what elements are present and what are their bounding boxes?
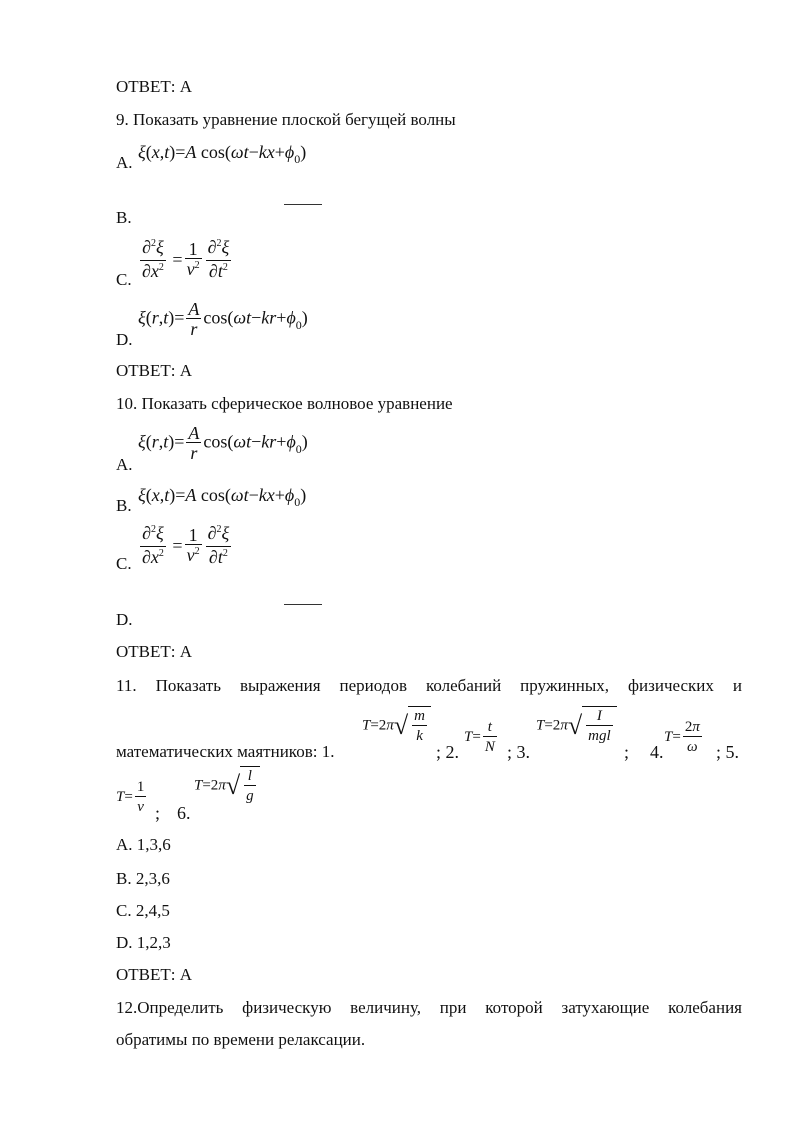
q11-option-b: B. 2,3,6	[116, 869, 170, 888]
q11-question-line2: математических маятников: 1.	[116, 742, 335, 761]
q11-question-line1: 11. Показать выражения периодов колебаний пружинных, физических и	[116, 676, 742, 695]
q12-question-line1: 12.Определить физическую величину, при которой затухающие колебания	[116, 998, 742, 1017]
q11-formula-5: T= $\frac{1}{v}$	[116, 779, 145, 815]
q10-option-b-formula: ξ(x,t)=A $\cos(\omega t-kx+\phi_0)$	[138, 485, 307, 509]
q8-answer: ОТВЕТ: А	[116, 77, 193, 96]
q10-option-d-letter: D.	[116, 610, 133, 629]
q11-label-5: ; 5.	[716, 742, 740, 762]
q9-answer: ОТВЕТ: А	[116, 361, 193, 380]
q9-option-c-letter: C.	[116, 270, 132, 289]
q11-label-3-end: ;	[624, 742, 630, 762]
q10-option-c-letter: C.	[116, 554, 132, 573]
q11-option-d: D. 1,2,3	[116, 933, 171, 952]
q10-answer: ОТВЕТ: А	[116, 642, 193, 661]
q11-formula-2: T= $\frac{t}{N}$	[464, 719, 495, 755]
q10-option-b-letter: B.	[116, 496, 132, 515]
q11-formula-6: T=2π√ $\frac{l}{g}$	[194, 766, 260, 806]
q11-label-4: 4.	[650, 742, 664, 762]
q11-option-c: C. 2,4,5	[116, 901, 170, 920]
q9-option-d-formula: ξ(r,t)= $\frac{A}{r}$ $\cos(\omega t-kr+\phi_0)$	[138, 299, 308, 339]
q11-formula-3: T=2π√ $\frac{I}{\text{mgl}}$	[536, 706, 617, 746]
q11-formula-1: T=2π√ $\frac{m}{k}$	[362, 706, 431, 746]
q9-option-a-formula: ξ(x,t)=A $\cos(\omega t-kx+\phi_0)$	[138, 142, 307, 166]
q10-option-a-letter: A.	[116, 455, 133, 474]
q11-answer: ОТВЕТ: А	[116, 965, 193, 984]
q10-option-a-formula: ξ(r,t)= $\frac{A}{r}$ $\cos(\omega t-kr+\phi_0)$	[138, 423, 308, 463]
q9-question: 9. Показать уравнение плоской бегущей волны	[116, 110, 456, 129]
q10-option-c-formula: $\frac{\partial^2\xi}{\partial x^2}$ = $\frac{1}{v^2}$ $\frac{\partial^2\xi}{\partial t^2}$	[142, 523, 230, 567]
q10-option-d-blank-rule	[284, 604, 322, 605]
q9-option-c-formula: $\frac{\partial^2\xi}{\partial x^2}$ = $\frac{1}{v^2}$ $\frac{\partial^2\xi}{\partial t^2}$	[142, 237, 230, 281]
q9-option-d-letter: D.	[116, 330, 133, 349]
q10-question: 10. Показать сферическое волновое уравнение	[116, 394, 453, 413]
q11-formula-4: T= $\frac{2\pi}{\omega}$	[664, 719, 700, 755]
q9-option-b-letter: B.	[116, 208, 132, 227]
q11-label-5-end: ;	[155, 803, 161, 823]
q11-label-6: 6.	[177, 803, 191, 823]
q9-option-a-letter: A.	[116, 153, 133, 172]
q9-option-b-blank-rule	[284, 204, 322, 205]
q11-label-3: ; 3.	[507, 742, 531, 762]
q11-option-a: A. 1,3,6	[116, 835, 171, 854]
q12-question-line2: обратимы по времени релаксации.	[116, 1030, 366, 1049]
q11-label-2: ; 2.	[436, 742, 460, 762]
